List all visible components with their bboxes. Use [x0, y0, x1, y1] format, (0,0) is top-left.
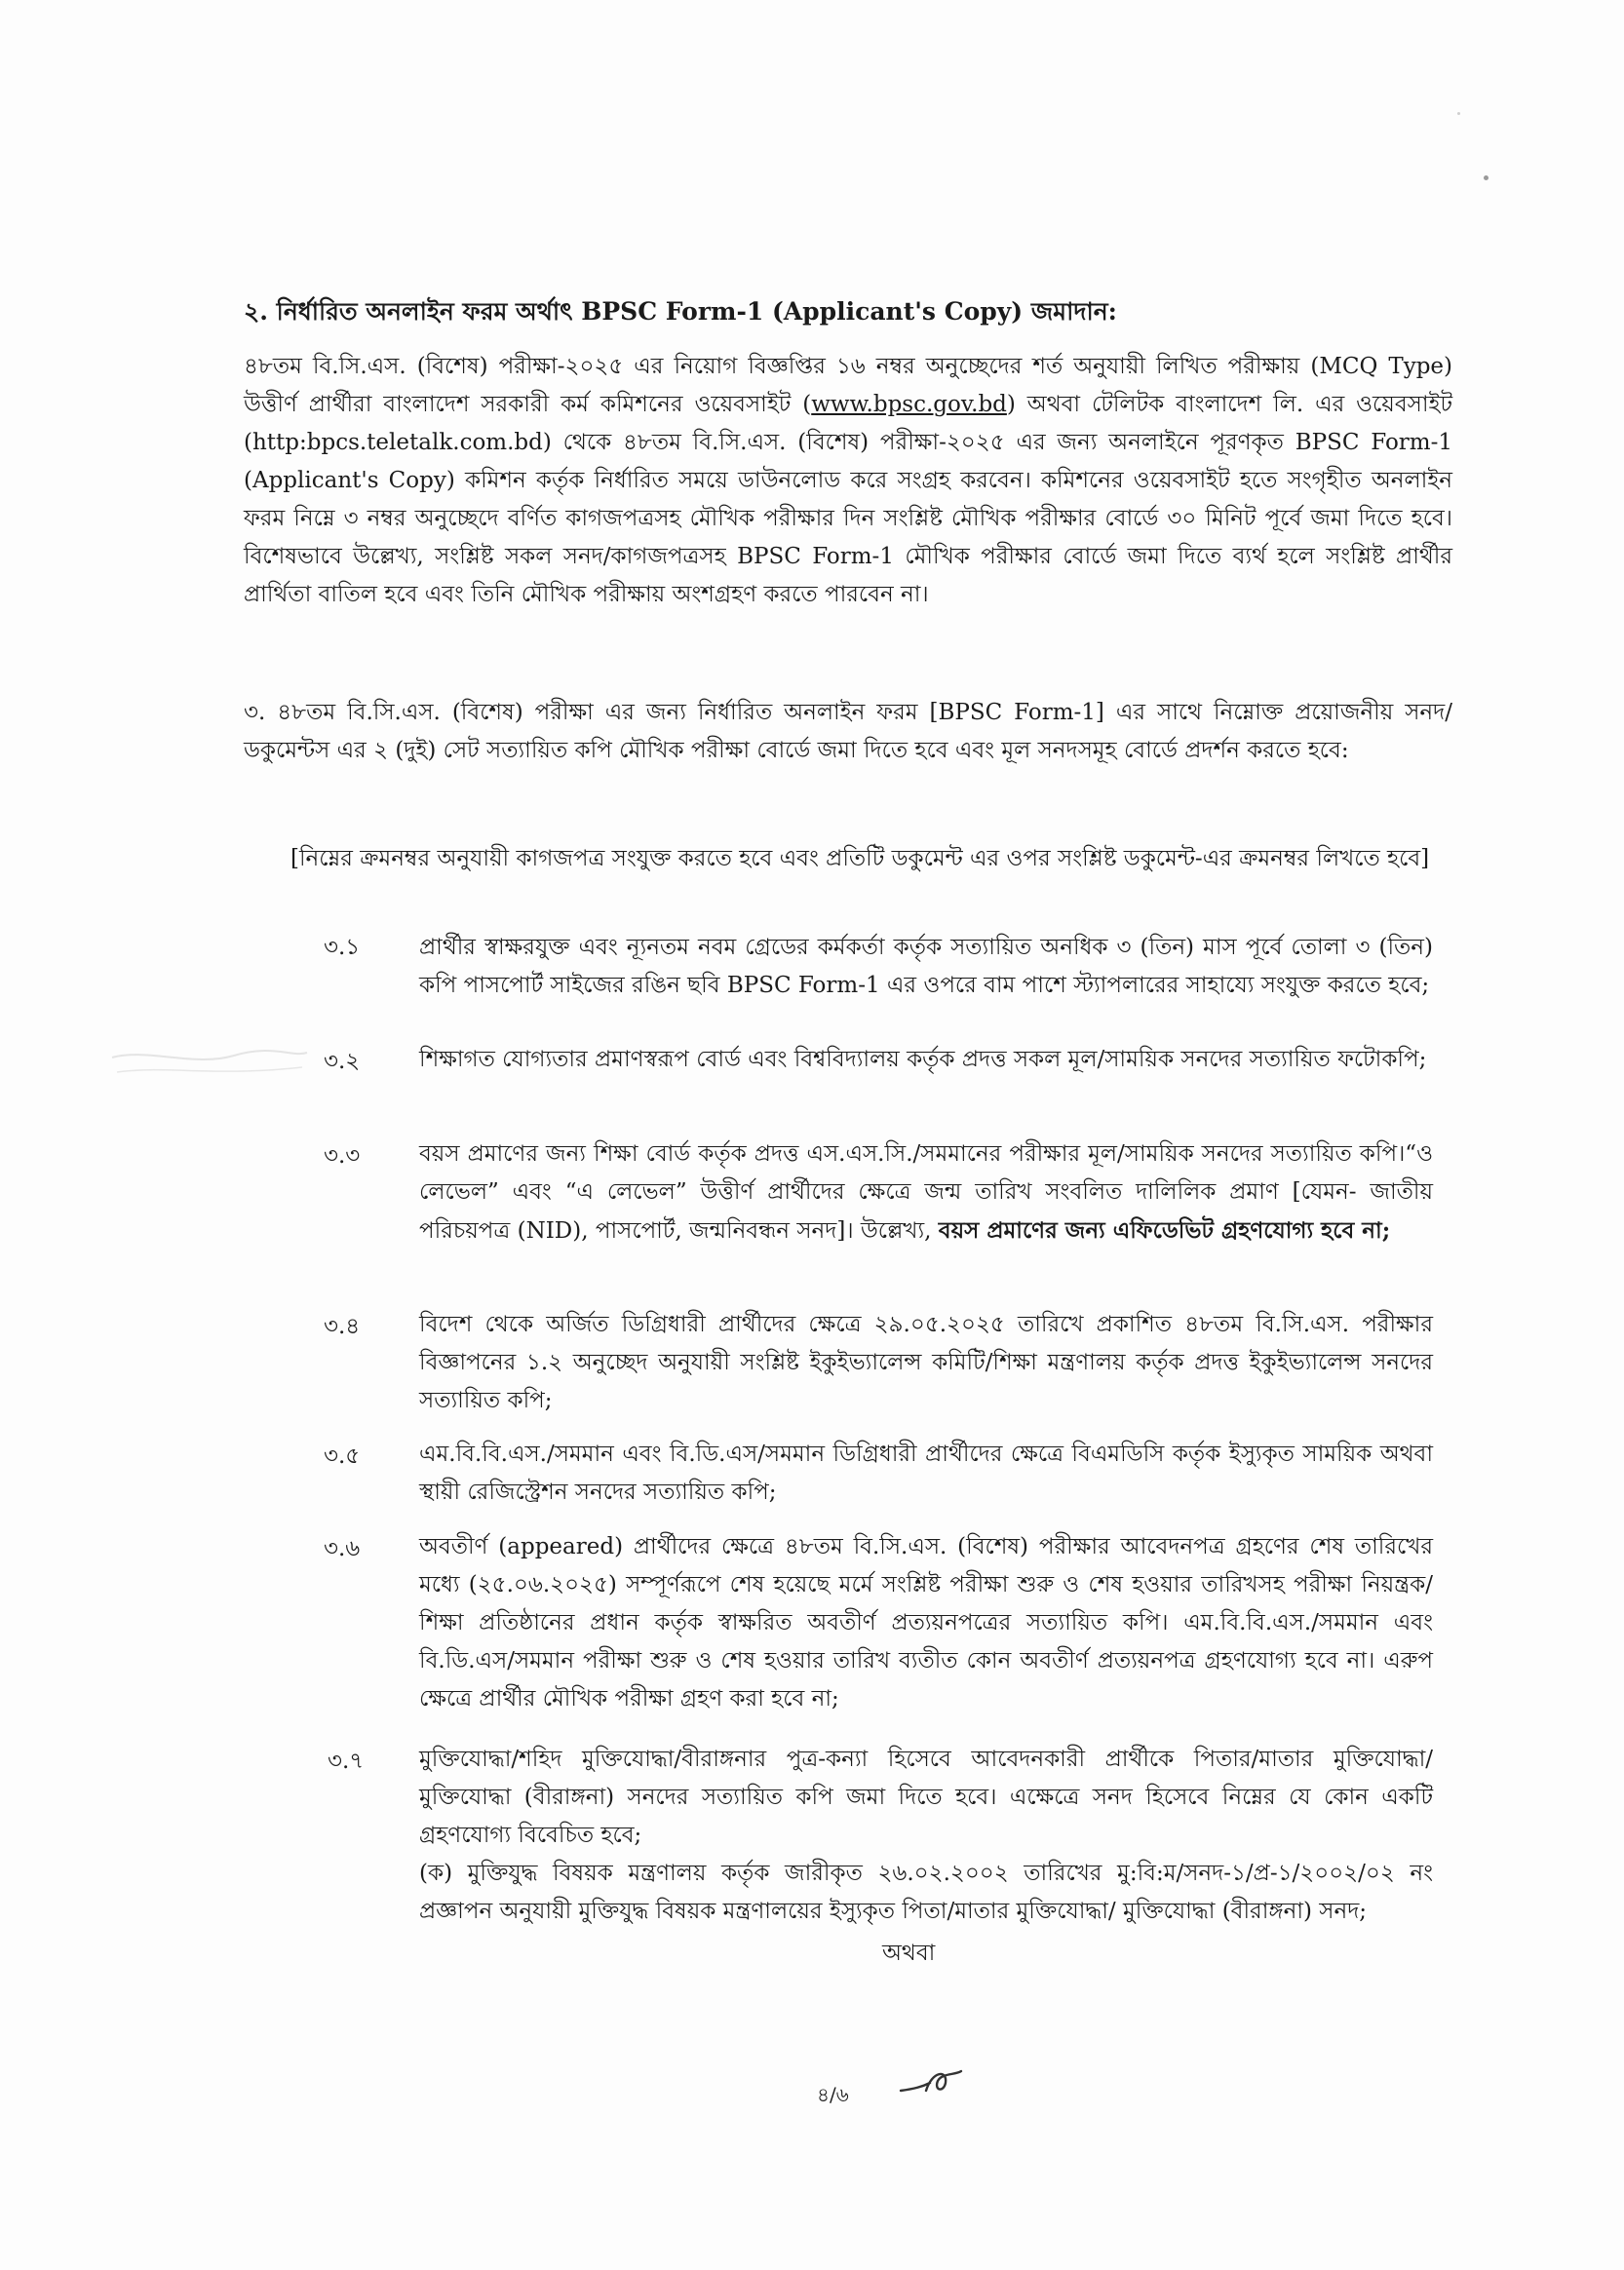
item-text: প্রার্থীর স্বাক্ষরযুক্ত এবং ন্যূনতম নবম গ্রেডের কর্মকর্তা কর্তৃক সত্যায়িত অনধিক ৩ (তিন) মাস পূর্বে তোলা ৩ (তিন) কপি পাসপোর্ট সাইজের রঙিন ছবি BPSC Form-1 এর ওপরে বাম পাশে স্ট্যাপলারের সাহায্যে সংযুক্ত করতে হবে;	[419, 935, 1433, 998]
item-text: মুক্তিযোদ্ধা/শহিদ মুক্তিযোদ্ধা/বীরাঙ্গনার পুত্র-কন্যা হিসেবে আবেদনকারী প্রার্থীকে পিতার/মাতার মুক্তিযোদ্ধা/মুক্তিযোদ্ধা (বীরাঙ্গনা) সনদের সত্যায়িত কপি জমা দিতে হবে। এক্ষেত্রে সনদ হিসেবে নিম্নের যে কোন একটি গ্রহণযোগ্য বিবেচিত হবে;	[419, 1747, 1433, 1848]
item-text-bold: বয়স প্রমাণের জন্য এফিডেভিট গ্রহণযোগ্য হবে না;	[938, 1217, 1391, 1244]
item-number: ৩.৬	[324, 1536, 361, 1561]
item-text	[419, 1135, 1433, 1250]
section-heading: ২. নির্ধারিত অনলাইন ফরম অর্থাৎ BPSC Form-1 (Applicant's Copy) জমাদান:	[244, 297, 1117, 326]
item-text: শিক্ষাগত যোগ্যতার প্রমাণস্বরূপ বোর্ড এবং বিশ্ববিদ্যালয় কর্তৃক প্রদত্ত সকল মূল/সাময়িক সনদের সত্যায়িত ফটোকপি;	[419, 1047, 1427, 1072]
item-text: এম.বি.বি.এস./সমমান এবং বি.ডি.এস/সমমান ডিগ্রিধারী প্রার্থীদের ক্ষেত্রে বিএমডিসি কর্তৃক ইস্যুকৃত সাময়িক অথবা স্থায়ী রেজিস্ট্রেশন সনদের সত্যায়িত কপি;	[419, 1442, 1433, 1505]
para1-text-end: ) অথবা টেলিটক বাংলাদেশ লি. এর ওয়েবসাইট (http:bpcs.teletalk.com.bd) থেকে ৪৮তম বি.সি.এস. (বিশেষ) পরীক্ষা-২০২৫ এর জন্য অনলাইনে পূরণকৃত BPSC Form-1 (Applicant's Copy) কমিশন কর্তৃক নির্ধারিত সময়ে ডাউনলোড করে সংগ্রহ করবেন। কমিশনের ওয়েবসাইট হতে সংগৃহীত অনলাইন ফরম নিম্নে ৩ নম্বর অনুচ্ছেদে বর্ণিত কাগজপত্রসহ মৌখিক পরীক্ষার দিন সংশ্লিষ্ট মৌখিক পরীক্ষার বোর্ডে ৩০ মিনিট পূর্বে জমা দিতে হবে। বিশেষভাবে উল্লেখ্য, সংশ্লিষ্ট সকল সনদ/কাগজপত্রসহ BPSC Form-1 মৌখিক পরীক্ষার বোর্ডে জমা দিতে ব্যর্থ হলে সংশ্লিষ্ট প্রার্থীর প্রার্থিতা বাতিল হবে এবং তিনি মৌখিক পরীক্ষায় অংশগ্রহণ করতে পারবেন না।	[244, 392, 1453, 607]
item-number: ৩.৫	[324, 1443, 361, 1469]
item-text: অবতীর্ণ (appeared) প্রার্থীদের ক্ষেত্রে ৪৮তম বি.সি.এস. (বিশেষ) পরীক্ষার আবেদনপত্র গ্রহণের শেষ তারিখের মধ্যে (২৫.০৬.২০২৫) সম্পূর্ণরূপে শেষ হয়েছে মর্মে সংশ্লিষ্ট পরীক্ষা শুরু ও শেষ হওয়ার তারিখসহ পরীক্ষা নিয়ন্ত্রক/শিক্ষা প্রতিষ্ঠানের প্রধান কর্তৃক স্বাক্ষরিত অবতীর্ণ প্রত্যয়নপত্রের সত্যায়িত কপি। এম.বি.বি.এস./সমমান এবং বি.ডি.এস/সমমান পরীক্ষা শুরু ও শেষ হওয়ার তারিখ ব্যতীত কোন অবতীর্ণ প্রত্যয়নপত্র গ্রহণযোগ্য হবে না। এরুপ ক্ষেত্রে প্রার্থীর মৌখিক পরীক্ষা গ্রহণ করা হবে না;	[419, 1534, 1433, 1712]
item-text: বিদেশ থেকে অর্জিত ডিগ্রিধারী প্রার্থীদের ক্ষেত্রে ২৯.০৫.২০২৫ তারিখে প্রকাশিত ৪৮তম বি.সি.এস. পরীক্ষার বিজ্ঞাপনের ১.২ অনুচ্ছেদ অনুযায়ী সংশ্লিষ্ট ইকুইভ্যালেন্স কমিটি/শিক্ষা মন্ত্রণালয় কর্তৃক প্রদত্ত ইকুইভ্যালেন্স সনদের সত্যায়িত কপি;	[419, 1312, 1433, 1413]
scan-speck	[1484, 175, 1489, 180]
item-text-plain: বয়স প্রমাণের জন্য শিক্ষা বোর্ড কর্তৃক প্রদত্ত এস.এস.সি./সমমানের পরীক্ষার মূল/সাময়িক সনদের সত্যায়িত কপি।“ও লেভেল” এবং “এ লেভেল” উত্তীর্ণ প্রার্থীদের ক্ষেত্রে জন্ম তারিখ সংবলিত দালিলিক প্রমাণ [যেমন- জাতীয় পরিচয়পত্র (NID), পাসপোর্ট, জন্মনিবন্ধন সনদ]। উল্লেখ্য,	[419, 1141, 1433, 1244]
page-number: ৪/৬	[817, 2083, 849, 2106]
para1-text-start: ৪৮তম বি.সি.এস. (বিশেষ) পরীক্ষা-২০২৫ এর নিয়োগ বিজ্ঞপ্তির ১৬ নম্বর অনুচ্ছেদের শর্ত অনুযায়ী লিখিত পরীক্ষায় (MCQ Type) উত্তীর্ণ প্রার্থীরা বাংলাদেশ সরকারী কর্ম কমিশনের ওয়েবসাইট (	[244, 354, 1452, 417]
instruction-note: [নিম্নের ক্রমনম্বর অনুযায়ী কাগজপত্র সংযুক্ত করতে হবে এবং প্রতিটি ডকুমেন্ট এর ওপর সংশ্লিষ্ট ডকুমেন্ট-এর ক্রমনম্বর লিখতে হবে]	[290, 846, 1430, 871]
paragraph-documents: ৩. ৪৮তম বি.সি.এস. (বিশেষ) পরীক্ষা এর জন্য নির্ধারিত অনলাইন ফরম [BPSC Form-1] এর সাথে নিম্নোক্ত প্রয়োজনীয় সনদ/ডকুমেন্টস এর ২ (দুই) সেট সত্যায়িত কপি মৌখিক পরীক্ষা বোর্ডে জমা দিতে হবে এবং মূল সনদসমূহ বোর্ডে প্রদর্শন করতে হবে:	[244, 700, 1452, 763]
handwritten-signature-icon	[897, 2061, 965, 2100]
item-number: ৩.৩	[324, 1143, 361, 1169]
faint-stamp-icon	[107, 1028, 312, 1087]
item-number: ৩.২	[324, 1049, 361, 1074]
item-number: ৩.৭	[328, 1749, 365, 1774]
item-subclause: (ক) মুক্তিযুদ্ধ বিষয়ক মন্ত্রণালয় কর্তৃক জারীকৃত ২৬.০২.২০০২ তারিখের মু:বি:ম/সনদ-১/প্র-১/২০০২/০২ নং প্রজ্ঞাপন অনুযায়ী মুক্তিযুদ্ধ বিষয়ক মন্ত্রণালয়ের ইস্যুকৃত পিতা/মাতার মুক্তিযোদ্ধা/ মুক্তিযোদ্ধা (বীরাঙ্গনা) সনদ;	[419, 1861, 1433, 1924]
item-number: ৩.১	[324, 935, 361, 960]
bpsc-website-link[interactable]: www.bpsc.gov.bd	[811, 392, 1007, 417]
item-number: ৩.৪	[324, 1314, 361, 1339]
paragraph-submission	[244, 348, 1452, 614]
or-separator: অথবা	[882, 1941, 936, 1966]
scan-speck	[1457, 112, 1460, 115]
